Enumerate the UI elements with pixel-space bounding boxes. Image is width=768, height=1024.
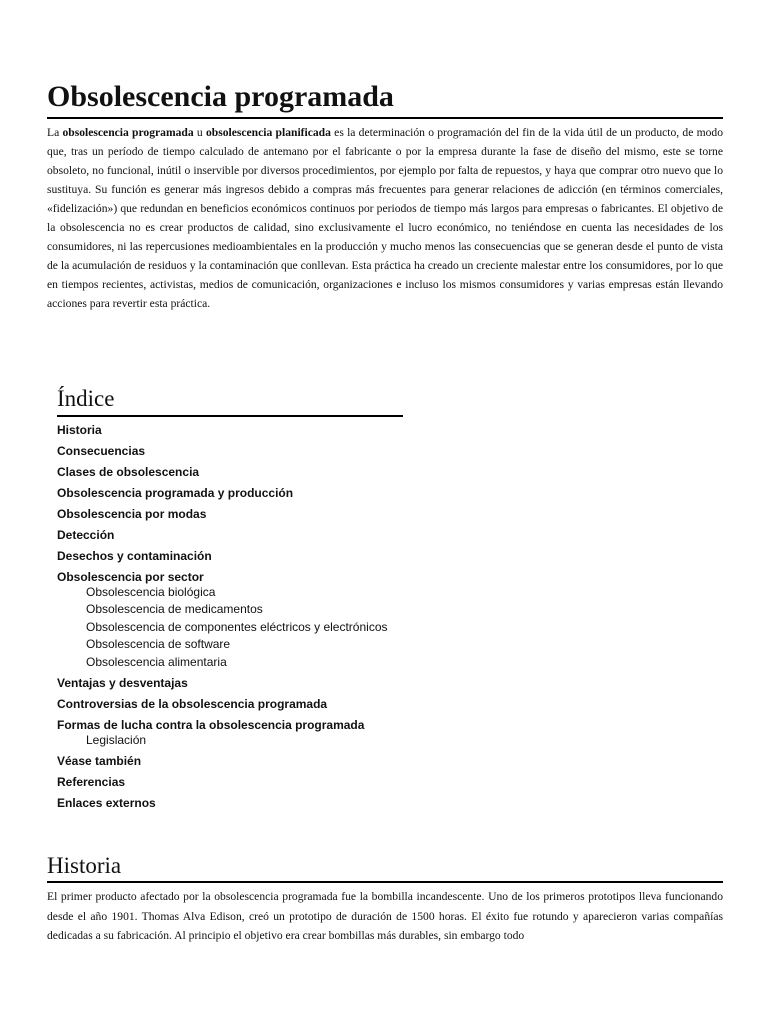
toc-item[interactable]: Obsolescencia por modas: [57, 507, 207, 521]
table-of-contents: [57, 384, 403, 814]
intro-term-2: obsolescencia planificada: [205, 126, 331, 139]
toc-item[interactable]: Referencias: [57, 775, 126, 790]
toc-item[interactable]: Controversias de la obsolescencia programada: [57, 697, 328, 712]
toc-list: [57, 420, 403, 814]
toc-subitem[interactable]: Obsolescencia de componentes eléctricos y electrónicos: [86, 619, 388, 634]
toc-subitem[interactable]: Obsolescencia biológica: [86, 585, 216, 599]
toc-subitem[interactable]: Legislación: [86, 733, 147, 748]
page-title: Obsolescencia programada: [47, 0, 723, 119]
toc-item[interactable]: Enlaces externos: [57, 796, 156, 811]
article: [47, 0, 724, 942]
toc-item[interactable]: Obsolescencia programada y producción: [57, 486, 294, 500]
intro-text-2: u: [193, 126, 206, 139]
intro-paragraph: [47, 123, 723, 313]
section-historia: [47, 852, 723, 946]
toc-item[interactable]: Desechos y contaminación: [57, 549, 212, 563]
section-paragraph: El primer producto afectado por la obsolescencia programada fue la bombilla incandescente. Uno de los primeros prototipos lleva funcionando desde el año 1901. Thomas Alva Edison, creó un prototipo de duración de 1500 horas. El éxito fue rotundo y aparecieron varias compañías dedicadas a su fabricación. Al principio el objetivo era crear bombillas más durables, sin embargo todo: [47, 890, 723, 942]
toc-subitem[interactable]: Obsolescencia alimentaria: [86, 654, 227, 669]
toc-item[interactable]: Detección: [57, 528, 115, 542]
toc-heading: Índice: [57, 384, 403, 417]
toc-item[interactable]: Clases de obsolescencia: [57, 465, 200, 479]
toc-item[interactable]: Historia: [57, 423, 102, 437]
toc-subitem[interactable]: Obsolescencia de software: [86, 637, 231, 652]
intro-text-1: La: [47, 126, 63, 139]
toc-item[interactable]: Consecuencias: [57, 444, 146, 458]
toc-item[interactable]: Obsolescencia por sector: [57, 570, 204, 584]
toc-subitem[interactable]: Obsolescencia de medicamentos: [86, 602, 263, 617]
toc-item[interactable]: Ventajas y desventajas: [57, 676, 188, 691]
intro-text-3: es la determinación o programación del fin de la vida útil de un producto, de modo que, tras un período de tiempo calculado de antemano por el fabricante o por la empresa durante la fase de diseño del mismo, este se torne obsoleto, no funcional, inútil o inservible por diversos procedimientos, por ejemplo por falta de repuestos, y haya que comprar otro nuevo que lo sustituya. Su función es generar más ingresos debido a compras más frecuentes para generar relaciones de adicción (en términos comerciales, «fidelización») que redundan en beneficios económicos continuos por periodos de tiempo más largos para empresas o fabricantes. El objetivo de la obsolescencia no es crear productos de calidad, sino exclusivamente el lucro económico, no teniéndose en cuenta las necesidades de los consumidores, ni las repercusiones medioambientales en la producción y mucho menos las consecuencias que se generan desde el punto de vista de la acumulación de residuos y la contaminación que conllevan. Esta práctica ha creado un creciente malestar entre los consumidores, por lo que en tiempos recientes, activistas, medios de comunicación, organizaciones e incluso los mismos consumidores y varias empresas están llevando acciones para revertir esta práctica.: [47, 126, 724, 310]
toc-sublist: [57, 584, 403, 671]
intro-term-1: obsolescencia programada: [62, 126, 194, 139]
toc-item[interactable]: Formas de lucha contra la obsolescencia programada: [57, 718, 365, 733]
section-heading: Historia: [47, 852, 723, 883]
toc-item[interactable]: Véase también: [57, 754, 142, 769]
